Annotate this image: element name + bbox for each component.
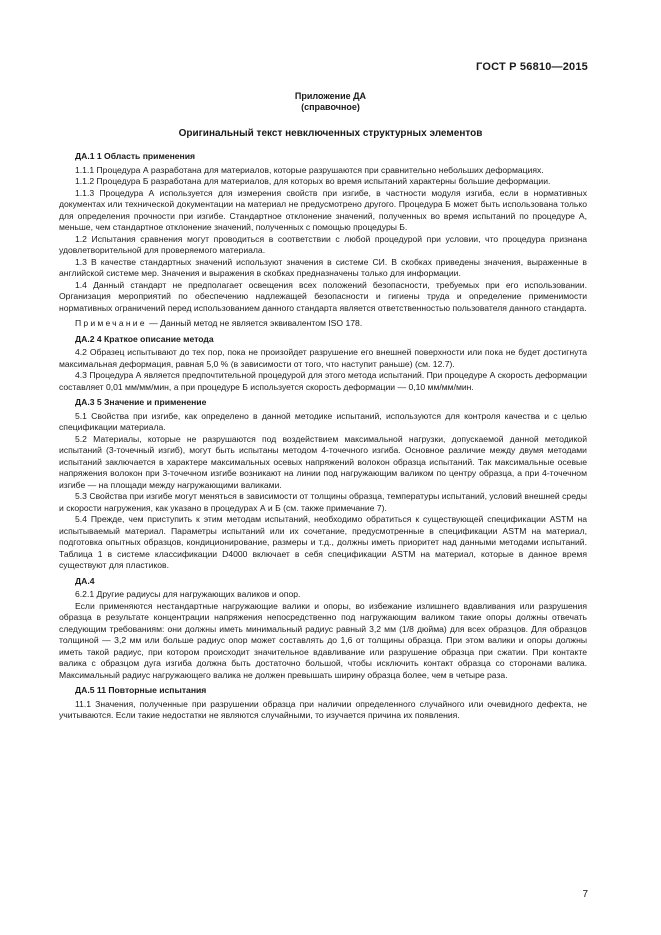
paragraph: 5.2 Материалы, которые не разрушаются под воздействием максимальной нагрузки, допускаемой данной методикой испытаний (3-точечный изгиб), могут быть испытаны методом 4-точечного изгиба. Основное различие между двумя методами испытаний заключается в характере максимальных осевых напряжений волокон образца испытаний. Так максимальные осевые напряжения волокон при 3-точечном изгибе возникают на линии под нагружающим валиком по центру образца, а при 4-точечном изгибе — на площади между нагружающими валиками. [59, 433, 587, 490]
section-heading: ДА.5 11 Повторные испытания [75, 685, 207, 695]
paragraph: 1.1.1 Процедура А разработана для материалов, которые разрушаются при сравнительно небольших деформациях. [75, 164, 544, 175]
section-heading: ДА.3 5 Значение и применение [75, 397, 207, 407]
note-text: — Данный метод не является эквивалентом ISO 178. [146, 318, 363, 328]
paragraph: 11.1 Значения, полученные при разрушении образца при наличии определенного случайного или очевидного дефекта, не учитываются. Если такие недостатки не являются случайными, то изучается причина их появления. [59, 698, 587, 720]
note [59, 318, 587, 330]
paragraph: 4.2 Образец испытывают до тех пор, пока не произойдет разрушение его внешней поверхности или пока не будет достигнута максимальная деформация, равная 5,0 % (в зависимости от того, что наступит раньше) (см. 12.7). [59, 347, 587, 369]
paragraph: Если применяются нестандартные нагружающие валики и опоры, во избежание излишнего вдавливания или разрушения образца в результате концентрации напряжения непосредственно под нагружающим валиком такие опоры должны отвечать следующим требованиям: они должны иметь минимальный радиус равный 3,2 мм (1/8 дюйма) для всех образцов. Для образцов толщиной — 3,2 мм или больше радиус опор может составлять до 1,6 от толщины образца. При этом валики и опоры должны иметь такой радиус, при котором происходит значительное вдавливание или разрушение образца при сжатии. При контакте валика с образцом дуга изгиба должна быть достаточно большой, чтобы исключить контакт образца со сторонами валика. Максимальный радиус нагружающего валика не должен превышать ширину образца более, чем в четыре раза. [59, 600, 587, 680]
document-body [59, 151, 587, 722]
standard-number: ГОСТ Р 56810—2015 [476, 61, 588, 73]
document-title: Оригинальный текст невключенных структурных элементов [178, 128, 483, 139]
note-label: Примечание [75, 318, 147, 328]
appendix-subtitle: (справочное) [301, 102, 360, 112]
paragraph: 5.1 Свойства при изгибе, как определено в данной методике испытаний, используются для контроля качества и с целью спецификации материала. [59, 410, 587, 432]
paragraph: 1.1.2 Процедура Б разработана для материалов, для которых во время испытаний характерны большие деформации. [75, 176, 551, 186]
paragraph: 1.2 Испытания сравнения могут проводиться в соответствии с любой процедурой при условии, что процедура признана удовлетворительной для проверяемого материала. [59, 233, 587, 255]
paragraph: 1.3 В качестве стандартных значений используют значения в системе СИ. В скобках приведены значения, выраженные в английской системе мер. Значения и выражения в скобках предназначены только для информации. [59, 256, 587, 278]
section-heading: ДА.4 [75, 575, 95, 586]
appendix-title: Приложение ДА [294, 91, 367, 101]
paragraph: 6.2.1 Другие радиусы для нагружающих валиков и опор. [75, 589, 301, 599]
paragraph: 5.4 Прежде, чем приступить к этим методам испытаний, необходимо обратиться к существующей спецификации ASTM на испытываемый материал. Параметры испытаний или их сочетание, предусмотренные в спецификации ASTM на материал, подготовка опытных образцов, кондиционирование, размеры и т.д., должны иметь приоритет над данными методами испытаний. Таблица 1 в системе классификации D4000 включает в себя спецификации ASTM на материал, которые в данное время существуют для пластиков. [59, 514, 587, 570]
paragraph: 5.3 Свойства при изгибе могут меняться в зависимости от толщины образца, температуры испытаний, условий внешней среды и скорости нагружения, как указано в процедурах А и Б (см. также примечание 7). [59, 491, 587, 513]
paragraph: 4.3 Процедура А является предпочтительной процедурой для этого метода испытаний. При процедуре А скорость деформации составляет 0,01 мм/мм/мин, а при процедуре Б используется скорость деформации — 0,10 мм/мм/мин. [59, 370, 587, 392]
section-heading: ДА.1 1 Область применения [75, 151, 196, 161]
section-heading: ДА.2 4 Краткое описание метода [75, 333, 214, 344]
page-number: 7 [582, 889, 588, 900]
paragraph: 1.1.3 Процедура А используется для измерения свойств при изгибе, в частности модуля изгиба, если в нормативных документах или технической документации на материал не предусмотрено другого. Процедура Б может быть использована только для определения прочности при изгибе. Стандартное отклонение значений, полученных во время испытаний по процедуре А, меньше, чем стандартное отклонение значений, полученных с помощью процедуры Б. [59, 187, 587, 232]
paragraph: 1.4 Данный стандарт не предполагает освещения всех положений безопасности, требуемых при его использовании. Организация мероприятий по обеспечению надлежащей безопасности и гигиены труда и определение применимости нормативных ограничений перед использованием данного стандарта является ответственностью пользователя данного стандарта. [59, 279, 587, 313]
appendix-header [0, 91, 661, 113]
